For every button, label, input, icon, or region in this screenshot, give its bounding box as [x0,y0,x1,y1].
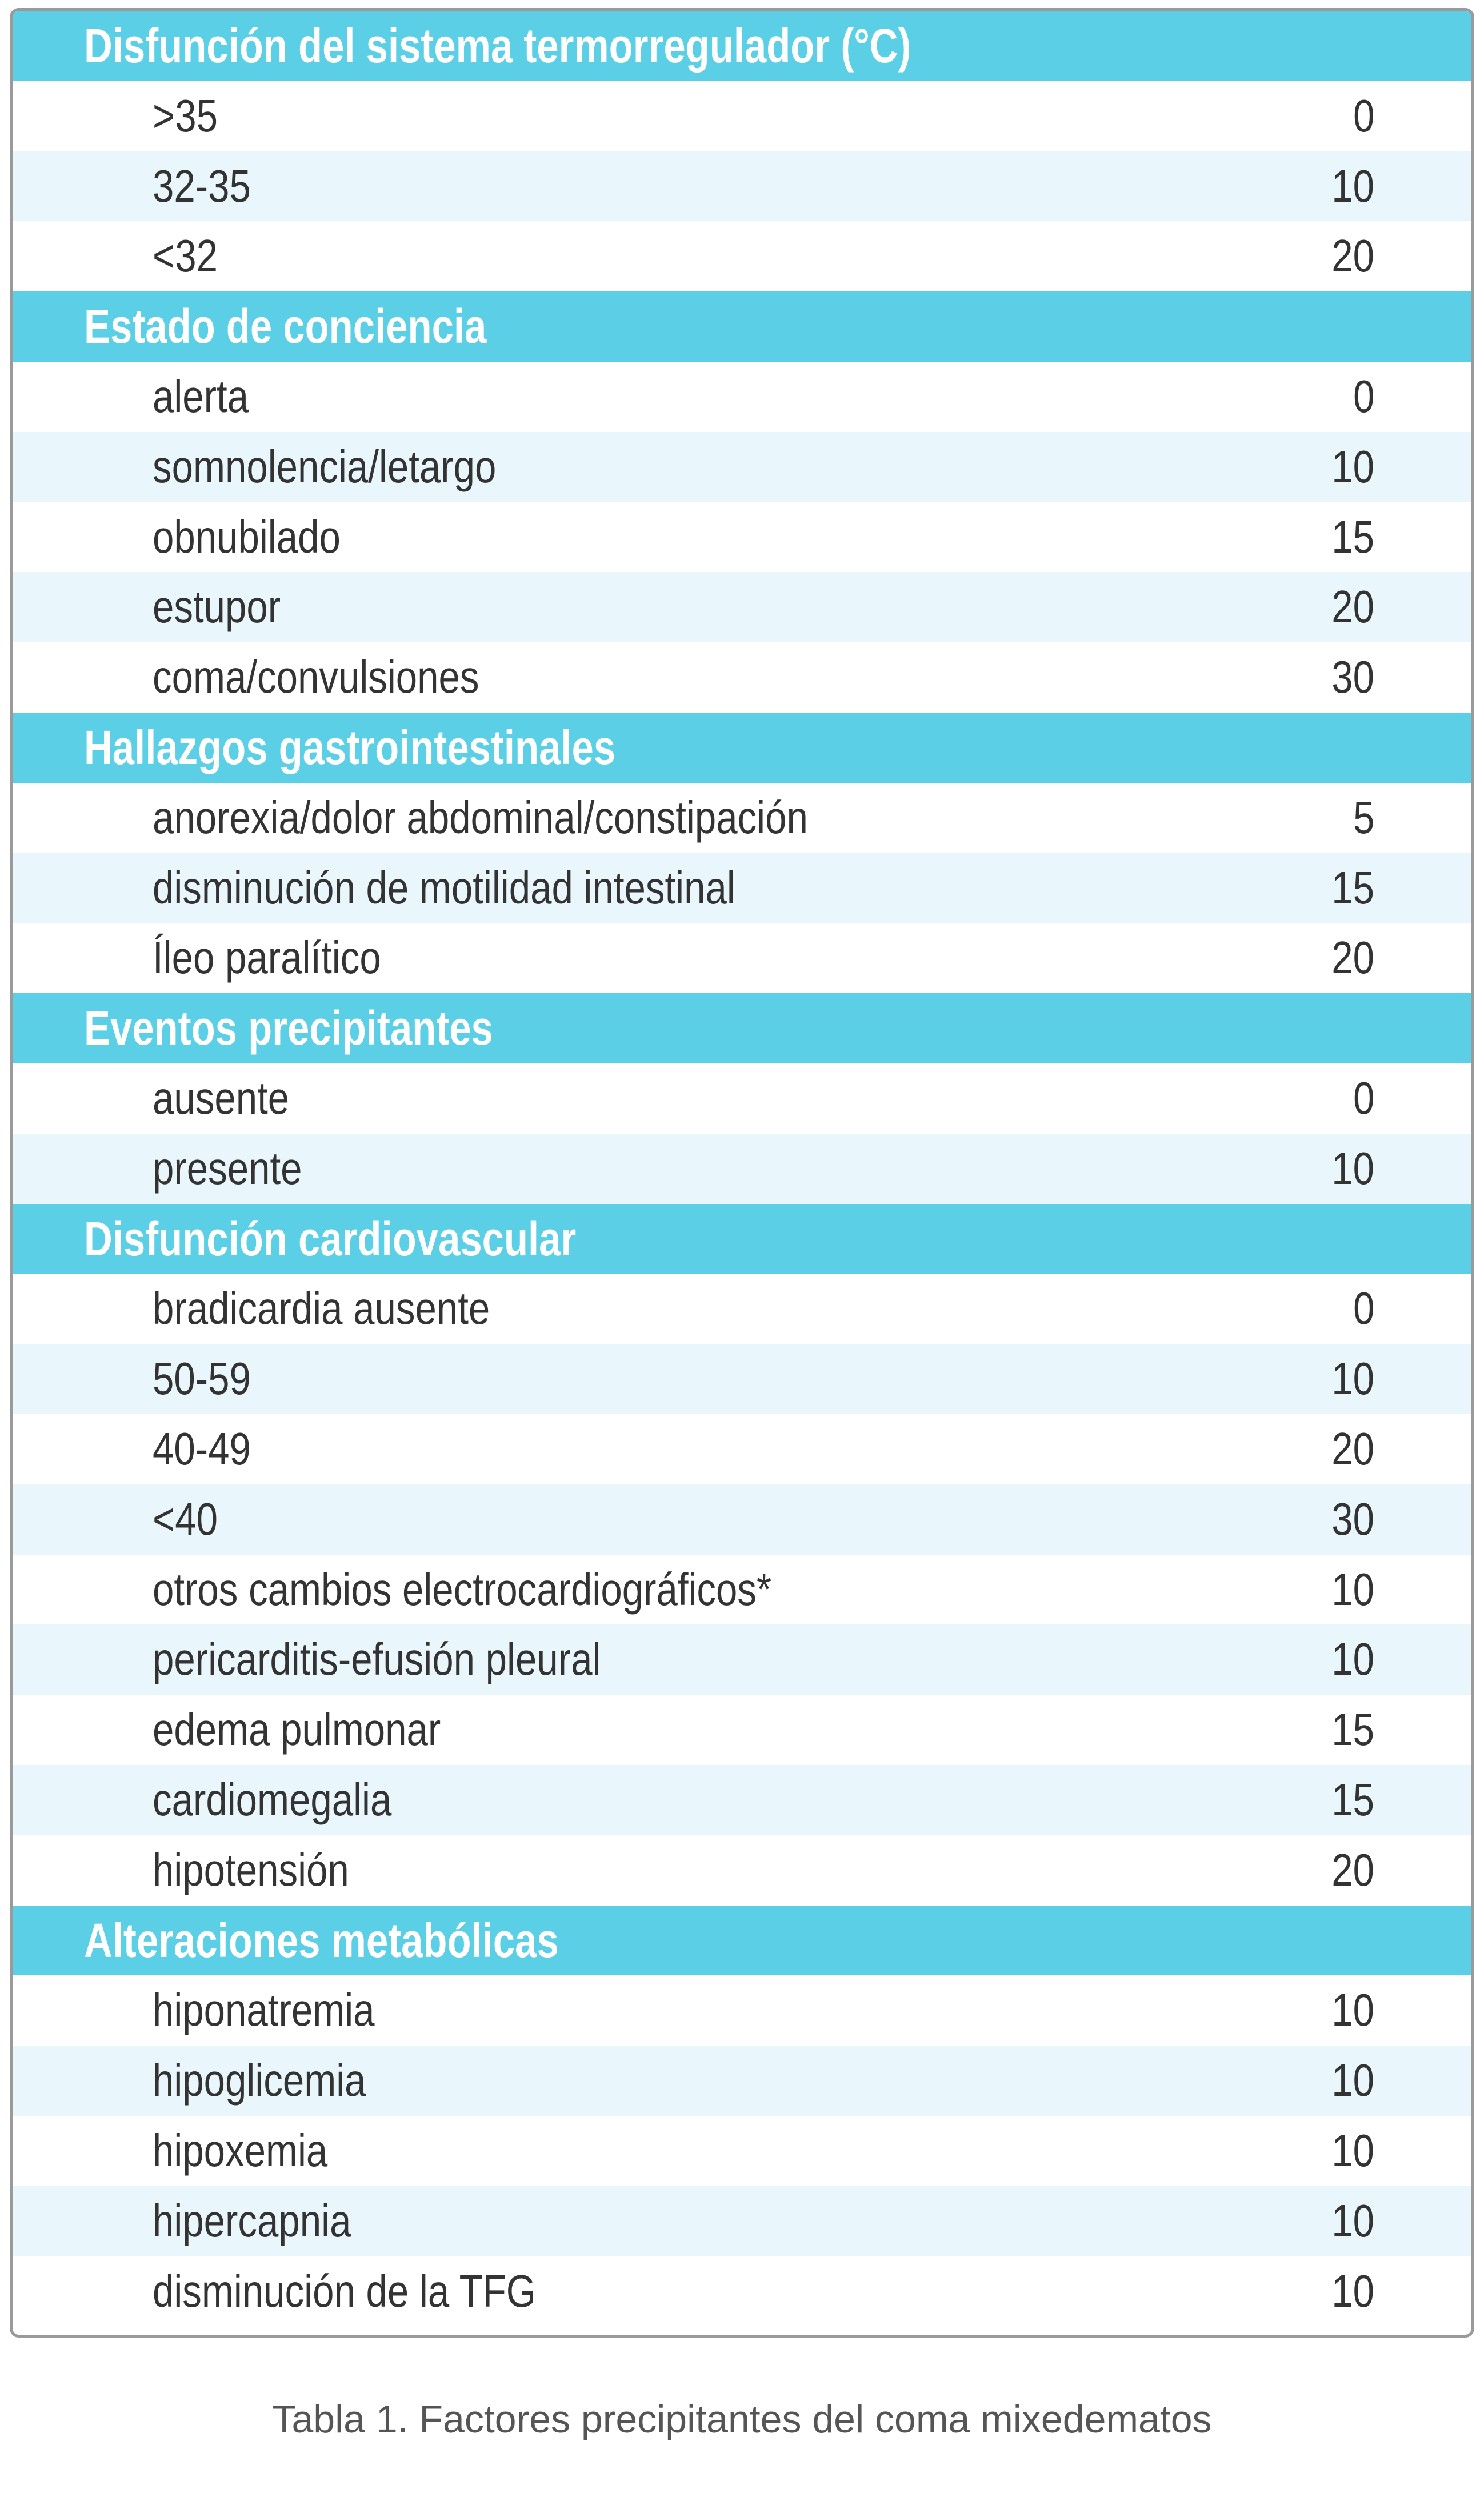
row-label: disminución de la TFG [153,2265,537,2316]
section-title: Eventos precipitantes [84,1001,493,1055]
row-label: hipotensión [153,1844,349,1895]
table-row [13,2116,1471,2186]
section-header [13,1204,1471,1274]
row-score: 0 [1353,1283,1374,1334]
row-score: 20 [1331,581,1374,633]
row-label: disminución de motilidad intestinal [153,862,735,913]
table-row [13,783,1471,853]
row-label: 32-35 [153,160,251,211]
table-row [13,1624,1471,1695]
row-score: 5 [1353,791,1374,843]
row-label: otros cambios electrocardiográficos* [153,1563,772,1615]
table-row [13,1835,1471,1906]
row-label: presente [153,1142,302,1194]
row-score: 10 [1331,1984,1374,2036]
row-label: hipercapnia [153,2195,351,2246]
row-label: hiponatremia [153,1984,375,2036]
table-row [13,1555,1471,1625]
table-row [13,2186,1471,2256]
row-score: 10 [1331,2055,1374,2106]
table-row [13,2046,1471,2116]
row-label: <32 [153,230,218,282]
section-title: Alteraciones metabólicas [84,1913,559,1967]
table-row [13,1695,1471,1765]
row-label: ausente [153,1072,290,1123]
row-score: 0 [1353,370,1374,422]
row-label: hipoxemia [153,2124,328,2176]
row-score: 10 [1331,441,1374,492]
table-row [13,221,1471,291]
section-title: Estado de conciencia [84,299,487,354]
row-score: 15 [1331,511,1374,562]
table-row [13,151,1471,222]
table-row [13,1484,1471,1555]
row-score: 10 [1331,2265,1374,2316]
row-score: 0 [1353,1072,1374,1123]
table-row [13,502,1471,573]
row-score: 0 [1353,90,1374,141]
row-label: hipoglicemia [153,2055,366,2106]
table-row [13,362,1471,432]
table-caption: Tabla 1. Factores precipitantes del coma mixedematos [272,2398,1212,2441]
row-label: 40-49 [153,1423,251,1474]
row-score: 30 [1331,651,1374,703]
row-score: 30 [1331,1493,1374,1544]
section-header [13,713,1471,783]
score-table [10,8,1474,2338]
row-label: cardiomegalia [153,1774,392,1825]
row-score: 10 [1331,1634,1374,1685]
table-row [13,432,1471,502]
row-score: 20 [1331,932,1374,983]
row-label: <40 [153,1493,218,1544]
table-row [13,1344,1471,1414]
row-label: Íleo paralítico [153,932,381,983]
row-label: 50-59 [153,1353,251,1404]
row-label: edema pulmonar [153,1704,441,1755]
table-row [13,81,1471,151]
row-label: obnubilado [153,511,341,562]
table-row [13,1134,1471,1204]
table-row [13,1063,1471,1134]
section-header [13,993,1471,1063]
table-row [13,572,1471,642]
table-row [13,923,1471,993]
table-row [13,1274,1471,1344]
row-label: pericarditis-efusión pleural [153,1634,601,1685]
section-title: Disfunción cardiovascular [84,1211,577,1266]
table-row [13,2256,1471,2327]
row-score: 10 [1331,160,1374,211]
row-score: 10 [1331,1563,1374,1615]
row-label: anorexia/dolor abdominal/constipación [153,791,808,843]
table-row [13,853,1471,923]
section-header [13,1906,1471,1976]
row-score: 20 [1331,1844,1374,1895]
row-label: >35 [153,90,218,141]
row-score: 15 [1331,1704,1374,1755]
section-title: Hallazgos gastrointestinales [84,720,616,774]
row-score: 20 [1331,230,1374,282]
row-score: 15 [1331,1774,1374,1825]
row-label: somnolencia/letargo [153,441,497,492]
row-label: alerta [153,370,249,422]
section-header [13,11,1471,81]
section-header [13,291,1471,362]
table-row [13,1975,1471,2046]
row-score: 10 [1331,2195,1374,2246]
section-title: Disfunción del sistema termorregulador (°C) [84,19,911,73]
row-label: estupor [153,581,281,633]
row-score: 10 [1331,1353,1374,1404]
row-label: coma/convulsiones [153,651,479,703]
row-score: 20 [1331,1423,1374,1474]
table-row [13,1414,1471,1484]
row-label: bradicardia ausente [153,1283,490,1334]
table-row [13,1765,1471,1835]
row-score: 10 [1331,1142,1374,1194]
table-row [13,642,1471,713]
row-score: 10 [1331,2124,1374,2176]
row-score: 15 [1331,862,1374,913]
